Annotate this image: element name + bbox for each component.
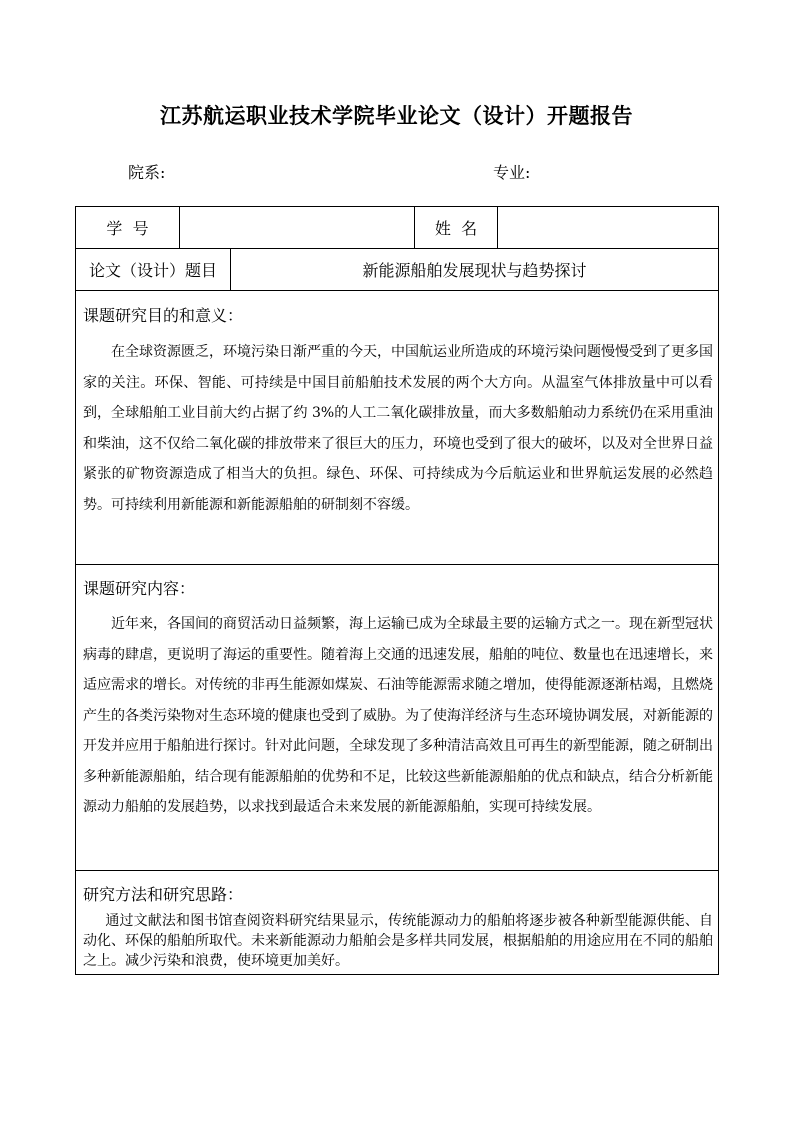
name-field[interactable] bbox=[498, 207, 718, 248]
content-section bbox=[76, 565, 718, 871]
report-title: 江苏航运职业技术学院毕业论文（设计）开题报告 bbox=[160, 104, 633, 128]
department-label: 院系: bbox=[128, 163, 166, 182]
student-id-label: 学 号 bbox=[76, 207, 180, 248]
major-label: 专业: bbox=[493, 163, 531, 182]
content-heading: 课题研究内容： bbox=[83, 579, 196, 598]
content-body: 近年来，各国间的商贸活动日益频繁，海上运输已成为全球最主要的运输方式之一。现在新型冠状病毒的肆虐，更说明了海运的重要性。随着海上交通的迅速发展，船舶的吨位、数量也在迅速增长，来适应需求的增长。对传统的非再生能源如煤炭、石油等能源需求随之增加，使得能源逐渐枯竭，且燃烧产生的各类污染物对生态环境的健康也受到了威胁。为了使海洋经济与生态环境协调发展，对新能源的开发并应用于船舶进行探讨。针对此问题，全球发现了多种清洁高效且可再生的新型能源，随之研制出多种新能源船舶，结合现有能源船舶的优势和不足，比较这些新能源船舶的优点和缺点，结合分析新能源动力船舶的发展趋势，以求找到最适合未来发展的新能源船舶，实现可持续发展。 bbox=[83, 616, 713, 815]
purpose-heading: 课题研究目的和意义： bbox=[83, 306, 244, 325]
method-heading: 研究方法和研究思路： bbox=[83, 885, 244, 904]
method-body: 通过文献法和图书馆查阅资料研究结果显示，传统能源动力的船舶将逐步被各种新型能源供能、自动化、环保的船舶所取代。未来新能源动力船舶会是多样共同发展，根据船舶的用途应用在不同的船舶之上。减少污染和浪费，使环境更加美好。 bbox=[83, 913, 713, 969]
topic-label: 论文（设计）题目 bbox=[76, 249, 231, 290]
student-info-row bbox=[76, 207, 718, 249]
purpose-body: 在全球资源匮乏，环境污染日渐严重的今天，中国航运业所造成的环境污染问题慢慢受到了更多国家的关注。环保、智能、可持续是中国目前船舶技术发展的两个大方向。从温室气体排放量中可以看到，全球船舶工业目前大约占据了约 3%的人工二氧化碳排放量，而大多数船舶动力系统仍在采用重油和柴油，这不仅给二氧化碳的排放带来了很巨大的压力，环境也受到了很大的破坏，以及对全世界日益紧张的矿物资源造成了相当大的负担。绿色、环保、可持续成为今后航运业和世界航运发展的必然趋势。可持续利用新能源和新能源船舶的研制刻不容缓。 bbox=[83, 344, 713, 513]
name-label: 姓 名 bbox=[415, 207, 498, 248]
topic-value: 新能源船舶发展现状与趋势探讨 bbox=[362, 261, 587, 280]
report-form-table bbox=[75, 206, 719, 975]
student-id-field[interactable] bbox=[180, 207, 415, 248]
method-section bbox=[76, 871, 718, 974]
purpose-section bbox=[76, 291, 718, 565]
topic-row bbox=[76, 249, 718, 291]
